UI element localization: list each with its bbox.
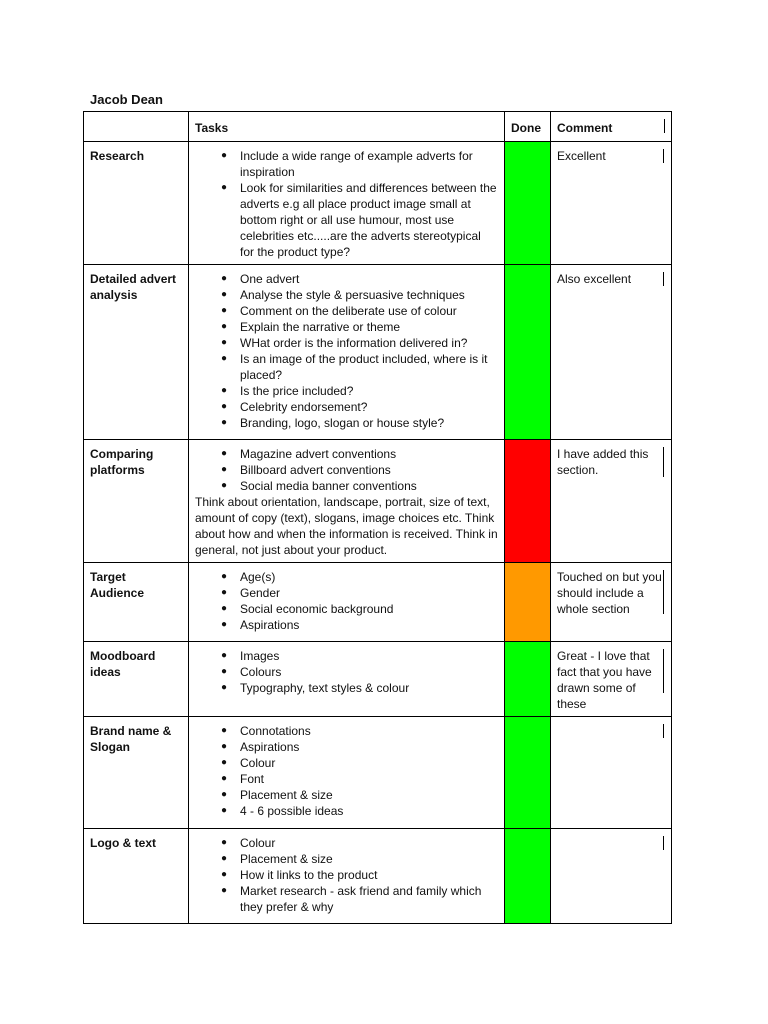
- task-item: ● Celebrity endorsement?: [221, 399, 498, 415]
- text-cursor-icon: [664, 119, 665, 133]
- comment-text: Touched on but you should include a whole section: [557, 570, 662, 616]
- row-tasks: [189, 717, 505, 829]
- task-item: ● Explain the narrative or theme: [221, 319, 498, 335]
- row-label: Moodboard ideas: [84, 642, 189, 717]
- text-cursor-icon: [663, 836, 664, 850]
- task-item: ● Age(s): [221, 569, 498, 585]
- task-item: ● Branding, logo, slogan or house style?: [221, 415, 498, 431]
- row-tasks: [189, 642, 505, 717]
- row-label: Target Audience: [84, 563, 189, 642]
- header-blank: [84, 112, 189, 142]
- table-row: [84, 642, 672, 717]
- task-item: ● Placement & size: [221, 851, 498, 867]
- text-cursor-icon: [663, 649, 664, 693]
- task-item: ● Analyse the style & persuasive techniques: [221, 287, 498, 303]
- task-list: [195, 569, 498, 633]
- task-list: [195, 148, 498, 260]
- task-item: ● Social media banner conventions: [221, 478, 498, 494]
- task-item: ● Images: [221, 648, 498, 664]
- done-status-cell: [505, 829, 551, 924]
- task-item: ● Gender: [221, 585, 498, 601]
- task-item: ● Colour: [221, 835, 498, 851]
- task-item: ● Colour: [221, 755, 498, 771]
- task-item: ● Social economic background: [221, 601, 498, 617]
- comment-cell[interactable]: [551, 265, 672, 440]
- row-tasks: [189, 142, 505, 265]
- task-item: ● Market research - ask friend and family which they prefer & why: [221, 883, 498, 915]
- text-cursor-icon: [663, 724, 664, 738]
- task-item: ● Font: [221, 771, 498, 787]
- table-row: [84, 265, 672, 440]
- text-cursor-icon: [663, 272, 664, 286]
- task-item: ● Connotations: [221, 723, 498, 739]
- task-item: ● Is the price included?: [221, 383, 498, 399]
- task-item: ● Typography, text styles & colour: [221, 680, 498, 696]
- comment-text: Excellent: [557, 149, 606, 163]
- task-list: [195, 648, 498, 696]
- task-item: ● Is an image of the product included, where is it placed?: [221, 351, 498, 383]
- header-tasks: Tasks: [189, 112, 505, 142]
- task-item: ● Colours: [221, 664, 498, 680]
- comment-text: I have added this section.: [557, 447, 649, 477]
- comment-text: Great - I love that fact that you have drawn some of these: [557, 649, 652, 711]
- task-item: ● Aspirations: [221, 739, 498, 755]
- row-label: Research: [84, 142, 189, 265]
- task-list: [195, 835, 498, 915]
- header-done: Done: [505, 112, 551, 142]
- task-item: ● Look for similarities and differences between the adverts e.g all place product image small at bottom right or all use humour, most use celebrities etc.....are the adverts stereotypical for the product type?: [221, 180, 498, 260]
- comment-cell[interactable]: [551, 440, 672, 563]
- text-cursor-icon: [663, 149, 664, 163]
- row-label: Brand name & Slogan: [84, 717, 189, 829]
- header-comment[interactable]: Comment: [551, 112, 672, 142]
- row-tasks: [189, 829, 505, 924]
- done-status-cell: [505, 563, 551, 642]
- done-status-cell: [505, 265, 551, 440]
- task-item: ● How it links to the product: [221, 867, 498, 883]
- row-label: Detailed advert analysis: [84, 265, 189, 440]
- comment-cell[interactable]: [551, 563, 672, 642]
- task-item: ● Magazine advert conventions: [221, 446, 498, 462]
- task-item: ● Comment on the deliberate use of colour: [221, 303, 498, 319]
- task-note: Think about orientation, landscape, portrait, size of text, amount of copy (text), slogans, image choices etc. Think about how and when the information is received. Think in general, not just about your product.: [195, 495, 498, 557]
- row-label: Logo & text: [84, 829, 189, 924]
- comment-cell[interactable]: [551, 717, 672, 829]
- header-row: [84, 112, 672, 142]
- task-checklist-table: [83, 111, 672, 924]
- comment-cell[interactable]: [551, 642, 672, 717]
- done-status-cell: [505, 642, 551, 717]
- done-status-cell: [505, 142, 551, 265]
- row-tasks: [189, 265, 505, 440]
- task-item: ● Include a wide range of example adverts for inspiration: [221, 148, 498, 180]
- done-status-cell: [505, 440, 551, 563]
- task-item: ● 4 - 6 possible ideas: [221, 803, 498, 819]
- text-cursor-icon: [663, 447, 664, 477]
- table-row: [84, 829, 672, 924]
- task-item: ● One advert: [221, 271, 498, 287]
- table-row: [84, 142, 672, 265]
- task-item: ● Placement & size: [221, 787, 498, 803]
- comment-cell[interactable]: [551, 829, 672, 924]
- student-name: Jacob Dean: [90, 92, 163, 107]
- row-tasks: [189, 563, 505, 642]
- task-list: [195, 271, 498, 431]
- task-item: ● Billboard advert conventions: [221, 462, 498, 478]
- task-list: [195, 723, 498, 819]
- table-row: [84, 717, 672, 829]
- table-row: [84, 440, 672, 563]
- table-row: [84, 563, 672, 642]
- comment-text: Also excellent: [557, 272, 632, 286]
- row-label: Comparing platforms: [84, 440, 189, 563]
- text-cursor-icon: [663, 570, 664, 614]
- task-list: [195, 446, 498, 494]
- task-item: ● WHat order is the information delivered in?: [221, 335, 498, 351]
- row-tasks: [189, 440, 505, 563]
- task-item: ● Aspirations: [221, 617, 498, 633]
- task-rows: [84, 142, 672, 924]
- comment-cell[interactable]: [551, 142, 672, 265]
- done-status-cell: [505, 717, 551, 829]
